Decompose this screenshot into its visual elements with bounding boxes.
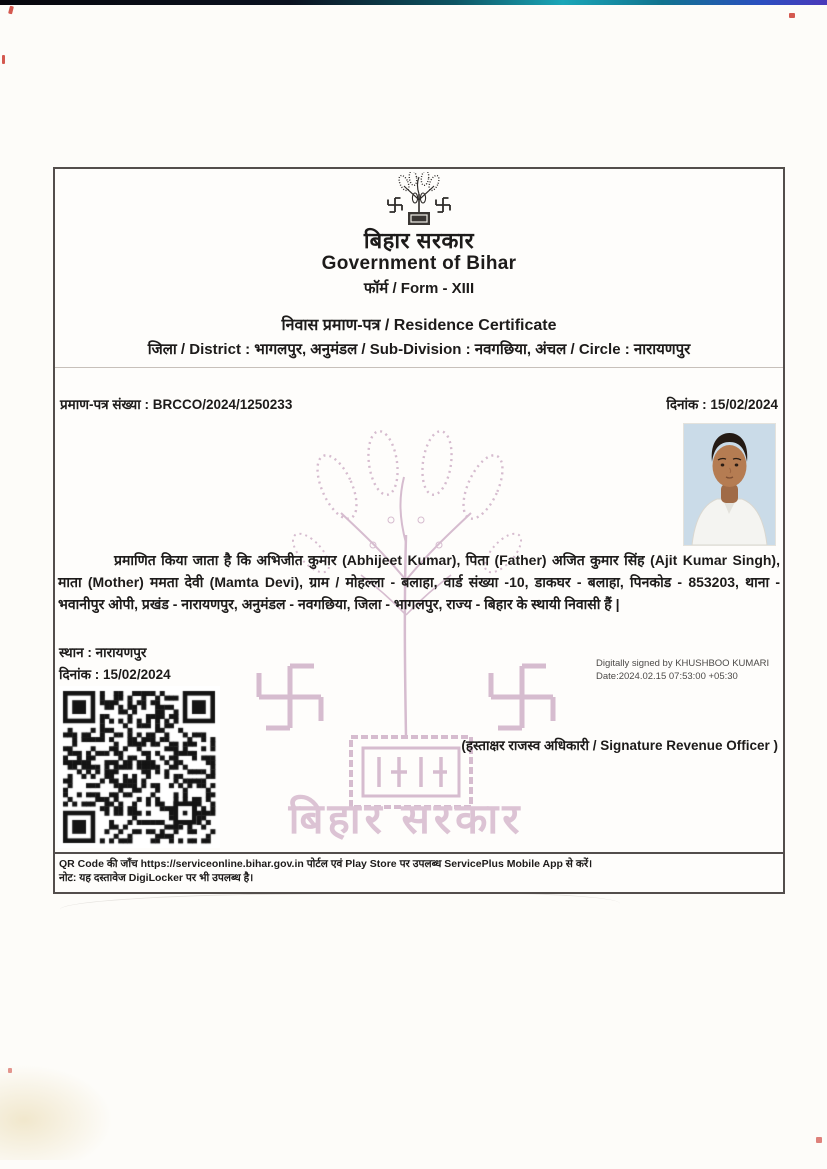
district-subdivision-circle-line: जिला / District : भागलपुर, अनुमंडल / Sub-Division : नवगछिया, अंचल / Circle : नारायणपुर [147, 341, 691, 358]
issue-place-line [59, 643, 146, 661]
paper-crease [60, 890, 620, 923]
applicant-photo [684, 424, 775, 545]
certificate-date-label: दिनांक : [666, 397, 711, 412]
red-ink-speck [2, 55, 5, 64]
certificate-number-value: BRCCO/2024/1250233 [152, 397, 293, 412]
certificate-body-paragraph: प्रमाणित किया जाता है कि अभिजीत कुमार (Abhijeet Kumar), पिता (Father) अजित कुमार सिंह (Ajit Kumar Singh), माता (Mother) ममता देवी (Mamta Devi), ग्राम / मोहल्ला - बलाहा, वार्ड संख्या -10, डाकघर - बलाहा, पिनकोड - 853203, थाना - भवानीपुर ओपी, प्रखंड - नारायणपुर, अनुमंडल - नवगछिया, जिला - भागलपुर, राज्य - बिहार के स्थायी निवासी हैं | [58, 552, 780, 612]
red-ink-speck [8, 6, 14, 15]
footer-note [55, 852, 783, 892]
issue-place-label: स्थान : [59, 645, 96, 660]
digital-signature-line2: Date:2024.02.15 07:53:00 +05:30 [596, 671, 738, 682]
org-name-english: Government of Bihar [321, 253, 517, 274]
watermark-text: बिहार सरकार [288, 795, 524, 842]
revenue-officer-signature-line: (हस्ताक्षर राजस्व अधिकारी / Signature Revenue Officer ) [461, 738, 778, 753]
digital-signature-line1: Digitally signed by KHUSHBOO KUMARI [596, 658, 770, 669]
red-ink-speck [8, 1068, 12, 1073]
paper-stain [0, 1060, 120, 1160]
certificate-number-label: प्रमाण-पत्र संख्या : [60, 397, 153, 412]
section-divider [55, 367, 783, 368]
scanner-edge-artifact [0, 0, 827, 5]
digital-signature-block [596, 657, 821, 683]
red-ink-speck [789, 13, 795, 18]
certificate-date-line [666, 395, 778, 413]
footer-line2: नोट: यह दस्तावेज DigiLocker पर भी उपलब्ध है। [59, 872, 254, 884]
state-emblem-icon [55, 172, 783, 231]
issue-date-line [59, 665, 171, 683]
certificate-title: निवास प्रमाण-पत्र / Residence Certificate [281, 317, 557, 334]
issue-date-label: दिनांक : [59, 667, 104, 682]
certificate-frame [53, 167, 785, 894]
qr-code [58, 686, 220, 848]
red-ink-speck [816, 1137, 822, 1143]
certificate-date-value: 15/02/2024 [710, 397, 778, 412]
certificate-number-line [60, 395, 292, 413]
issue-date-value: 15/02/2024 [103, 667, 171, 682]
footer-line1: QR Code की जाँच https://serviceonline.bihar.gov.in पोर्टल एवं Play Store पर उपलब्ध ServicePlus Mobile App से करें। [59, 858, 593, 870]
form-number-line: फॉर्म / Form - XIII [363, 280, 475, 297]
issue-place-value: नारायणपुर [95, 645, 147, 660]
org-name-hindi: बिहार सरकार [363, 228, 475, 253]
